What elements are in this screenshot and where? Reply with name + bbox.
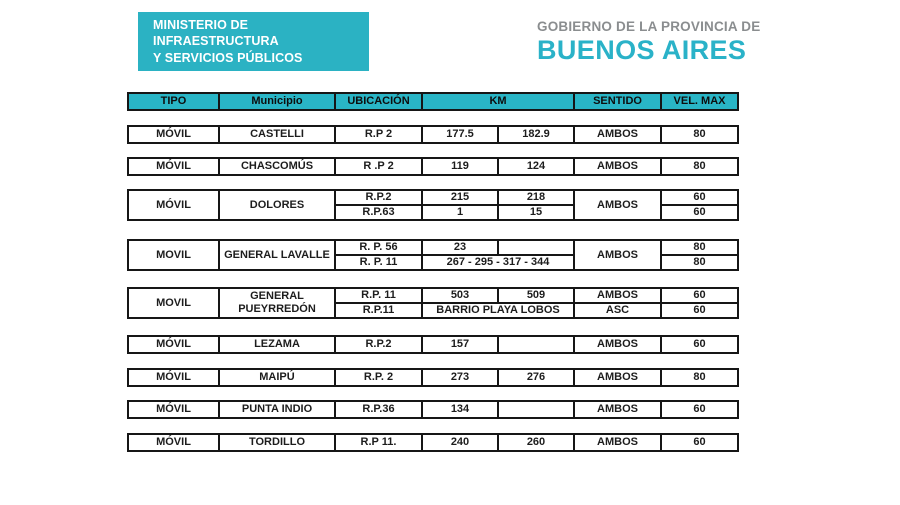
ubicacion-cell: R. P. 11	[335, 255, 422, 270]
table-row-general-lavalle	[127, 239, 739, 271]
ubicacion-cell: R.P.11	[335, 303, 422, 318]
province-logo	[537, 19, 760, 66]
km-from-cell: 503	[422, 288, 498, 303]
table-row-dolores	[127, 189, 739, 221]
municipio-cell: LEZAMA	[219, 336, 335, 353]
tipo-cell: MÓVIL	[128, 158, 219, 175]
municipio-cell: CHASCOMÚS	[219, 158, 335, 175]
ubicacion-cell: R.P. 2	[335, 369, 422, 386]
ministry-name-line2: Y SERVICIOS PÚBLICOS	[153, 50, 303, 65]
tipo-cell: MÓVIL	[128, 190, 219, 220]
km-from-cell: 23	[422, 240, 498, 255]
municipio-cell: DOLORES	[219, 190, 335, 220]
km-from-cell: 1	[422, 205, 498, 220]
tipo-cell: MOVIL	[128, 240, 219, 270]
ubicacion-cell: R.P.63	[335, 205, 422, 220]
speed-camera-table	[127, 92, 741, 452]
table-row-punta-indio	[127, 400, 739, 419]
sentido-cell: AMBOS	[574, 240, 661, 270]
sentido-cell: ASC	[574, 303, 661, 318]
municipio-cell: CASTELLI	[219, 126, 335, 143]
sentido-cell: AMBOS	[574, 126, 661, 143]
velmax-cell: 60	[661, 205, 738, 220]
km-from-cell: 273	[422, 369, 498, 386]
header-sentido: SENTIDO	[574, 93, 661, 110]
header-municipio: Municipio	[219, 93, 335, 110]
municipio-cell: PUNTA INDIO	[219, 401, 335, 418]
km-to-cell: 124	[498, 158, 574, 175]
sentido-cell: AMBOS	[574, 401, 661, 418]
velmax-cell: 60	[661, 336, 738, 353]
table-row-castelli	[127, 125, 739, 144]
km-to-cell	[498, 401, 574, 418]
tipo-cell: MÓVIL	[128, 336, 219, 353]
velmax-cell: 80	[661, 255, 738, 270]
velmax-cell: 60	[661, 190, 738, 205]
table-row-maipu	[127, 368, 739, 387]
km-to-cell: 218	[498, 190, 574, 205]
ubicacion-cell: R.P.2	[335, 190, 422, 205]
municipio-cell: GENERAL PUEYRREDÓN	[219, 288, 335, 318]
velmax-cell: 80	[661, 369, 738, 386]
km-to-cell: 260	[498, 434, 574, 451]
gov-tagline: GOBIERNO DE LA PROVINCIA DE	[537, 19, 761, 34]
tipo-cell: MÓVIL	[128, 126, 219, 143]
velmax-cell: 80	[661, 240, 738, 255]
ubicacion-cell: R.P. 11	[335, 288, 422, 303]
km-from-cell: 215	[422, 190, 498, 205]
km-from-cell: 240	[422, 434, 498, 451]
ubicacion-cell: R.P 2	[335, 126, 422, 143]
header-tipo: TIPO	[128, 93, 219, 110]
gov-name: BUENOS AIRES	[537, 35, 747, 65]
km-to-cell: 276	[498, 369, 574, 386]
km-from-cell: 157	[422, 336, 498, 353]
header-ubicacion: UBICACIÓN	[335, 93, 422, 110]
km-to-cell	[498, 336, 574, 353]
tipo-cell: MÓVIL	[128, 401, 219, 418]
km-from-cell: 119	[422, 158, 498, 175]
table-row-tordillo	[127, 433, 739, 452]
table-row-lezama	[127, 335, 739, 354]
tipo-cell: MÓVIL	[128, 434, 219, 451]
km-from-cell: 177.5	[422, 126, 498, 143]
ubicacion-cell: R .P 2	[335, 158, 422, 175]
municipio-cell: GENERAL LAVALLE	[219, 240, 335, 270]
velmax-cell: 80	[661, 126, 738, 143]
km-to-cell: 15	[498, 205, 574, 220]
velmax-cell: 60	[661, 434, 738, 451]
header-km: KM	[422, 93, 574, 110]
km-from-cell: 134	[422, 401, 498, 418]
velmax-cell: 80	[661, 158, 738, 175]
sentido-cell: AMBOS	[574, 336, 661, 353]
ubicacion-cell: R. P. 56	[335, 240, 422, 255]
sentido-cell: AMBOS	[574, 288, 661, 303]
ministry-name-line1: MINISTERIO DE INFRAESTRUCTURA	[153, 18, 279, 49]
municipio-cell: TORDILLO	[219, 434, 335, 451]
velmax-cell: 60	[661, 288, 738, 303]
ubicacion-cell: R.P.36	[335, 401, 422, 418]
velmax-cell: 60	[661, 303, 738, 318]
sentido-cell: AMBOS	[574, 190, 661, 220]
header-velmax: VEL. MAX	[661, 93, 738, 110]
velmax-cell: 60	[661, 401, 738, 418]
sentido-cell: AMBOS	[574, 369, 661, 386]
km-merged-cell: BARRIO PLAYA LOBOS	[422, 303, 574, 318]
table-row-general-pueyrredon	[127, 287, 739, 319]
tipo-cell: MÓVIL	[128, 369, 219, 386]
km-merged-cell: 267 - 295 - 317 - 344	[422, 255, 574, 270]
ubicacion-cell: R.P 11.	[335, 434, 422, 451]
tipo-cell: MOVIL	[128, 288, 219, 318]
ubicacion-cell: R.P.2	[335, 336, 422, 353]
table-header-row	[127, 92, 739, 111]
ministry-logo-box	[138, 12, 369, 71]
km-to-cell	[498, 240, 574, 255]
km-to-cell: 182.9	[498, 126, 574, 143]
sentido-cell: AMBOS	[574, 434, 661, 451]
table-row-chascomus	[127, 157, 739, 176]
km-to-cell: 509	[498, 288, 574, 303]
municipio-cell: MAIPÚ	[219, 369, 335, 386]
sentido-cell: AMBOS	[574, 158, 661, 175]
